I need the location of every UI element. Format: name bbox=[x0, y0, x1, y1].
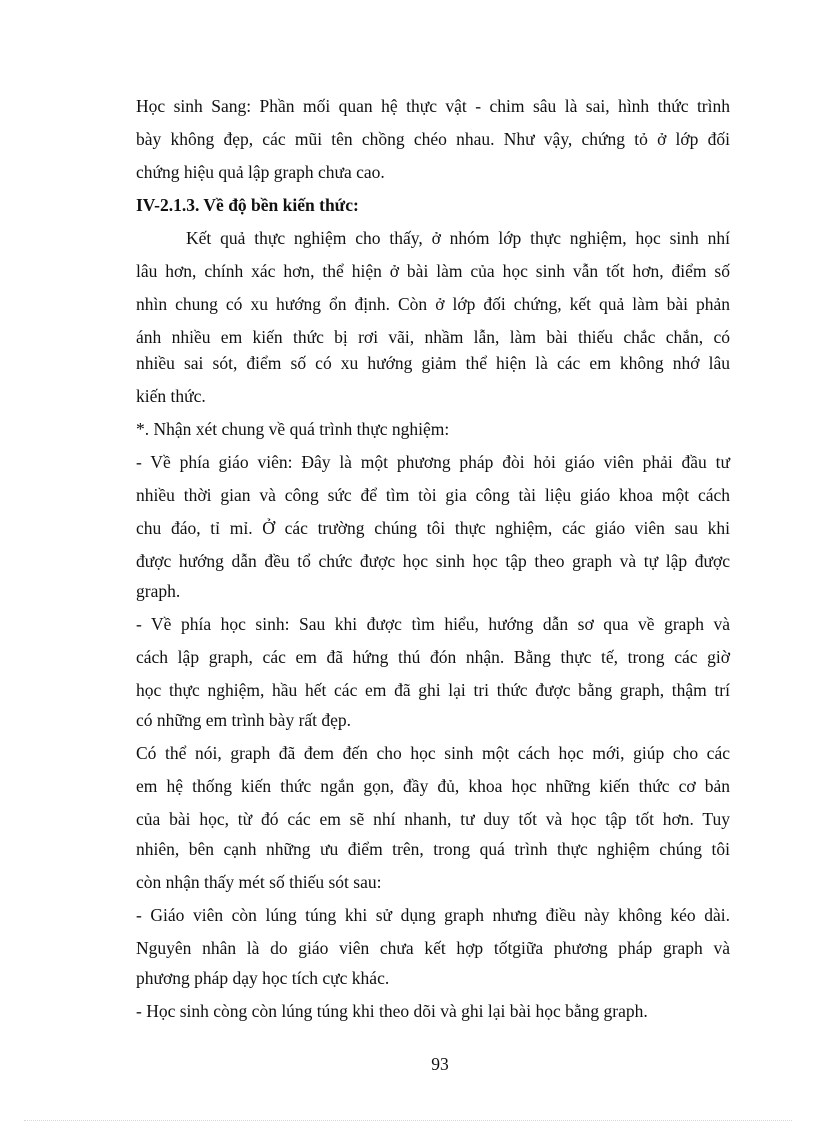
section-heading: IV-2.1.3. Về độ bền kiến thức: bbox=[136, 195, 359, 215]
text-line: phương pháp dạy học tích cực khác. bbox=[136, 968, 390, 988]
text-line: - Về phía học sinh: Sau khi được tìm hiểu, hướng dẫn sơ qua về graph và bbox=[136, 614, 730, 634]
text-line: bày không đẹp, các mũi tên chồng chéo nhau. Như vậy, chứng tỏ ở lớp đối bbox=[136, 129, 730, 149]
text-line: Có thể nói, graph đã đem đến cho học sinh một cách học mới, giúp cho các bbox=[136, 743, 730, 763]
text-line: - Về phía giáo viên: Đây là một phương pháp đòi hỏi giáo viên phải đầu tư bbox=[136, 452, 730, 472]
text-line: graph. bbox=[136, 581, 181, 601]
text-line: học thực nghiệm, hầu hết các em đã ghi lại tri thức được bằng graph, thậm trí bbox=[136, 680, 730, 700]
text-line: Nguyên nhân là do giáo viên chưa kết hợp tốtgiữa phương pháp graph và bbox=[136, 938, 730, 958]
text-line: của bài học, từ đó các em sẽ nhí nhanh, tư duy tốt và học tập tốt hơn. Tuy bbox=[136, 809, 730, 829]
text-line: - Giáo viên còn lúng túng khi sử dụng graph nhưng điều này không kéo dài. bbox=[136, 905, 730, 925]
text-line: ánh nhiều em kiến thức bị rơi vãi, nhầm lẫn, làm bài thiếu chắc chắn, có bbox=[136, 327, 730, 347]
text-line: chu đáo, tỉ mỉ. Ở các trường chúng tôi thực nghiệm, các giáo viên sau khi bbox=[136, 518, 730, 538]
text-line: Học sinh Sang: Phần mối quan hệ thực vật - chim sâu là sai, hình thức trình bbox=[136, 96, 730, 116]
subheading-line: *. Nhận xét chung về quá trình thực nghiệm: bbox=[136, 419, 450, 439]
text-line: còn nhận thấy mét số thiếu sót sau: bbox=[136, 872, 382, 892]
text-line: nhìn chung có xu hướng ổn định. Còn ở lớp đối chứng, kết quả làm bài phản bbox=[136, 294, 730, 314]
text-line: được hướng dẫn đều tổ chức được học sinh học tập theo graph và tự lập được bbox=[136, 551, 730, 571]
text-line: kiến thức. bbox=[136, 386, 206, 406]
text-line: chứng hiệu quả lập graph chưa cao. bbox=[136, 162, 385, 182]
footer-divider bbox=[24, 1120, 792, 1121]
text-line: nhiều sai sót, điểm số có xu hướng giảm thể hiện là các em không nhớ lâu bbox=[136, 353, 730, 373]
text-line: cách lập graph, các em đã hứng thú đón nhận. Bằng thực tế, trong các giờ bbox=[136, 647, 730, 667]
text-line: em hệ thống kiến thức ngắn gọn, đầy đủ, khoa học những kiến thức cơ bản bbox=[136, 776, 730, 796]
text-line: nhiên, bên cạnh những ưu điểm trên, trong quá trình thực nghiệm chúng tôi bbox=[136, 839, 730, 859]
page-number: 93 bbox=[431, 1054, 449, 1074]
text-line: nhiều thời gian và công sức để tìm tòi gia công tài liệu giáo khoa một cách bbox=[136, 485, 730, 505]
text-line: - Học sinh còng còn lúng túng khi theo dõi và ghi lại bài học bằng graph. bbox=[136, 1001, 648, 1021]
text-line: có những em trình bày rất đẹp. bbox=[136, 710, 352, 730]
text-line: lâu hơn, chính xác hơn, thể hiện ở bài làm của học sinh vẫn tốt hơn, điểm số bbox=[136, 261, 730, 281]
text-line: Kết quả thực nghiệm cho thấy, ở nhóm lớp thực nghiệm, học sinh nhí bbox=[186, 228, 730, 248]
